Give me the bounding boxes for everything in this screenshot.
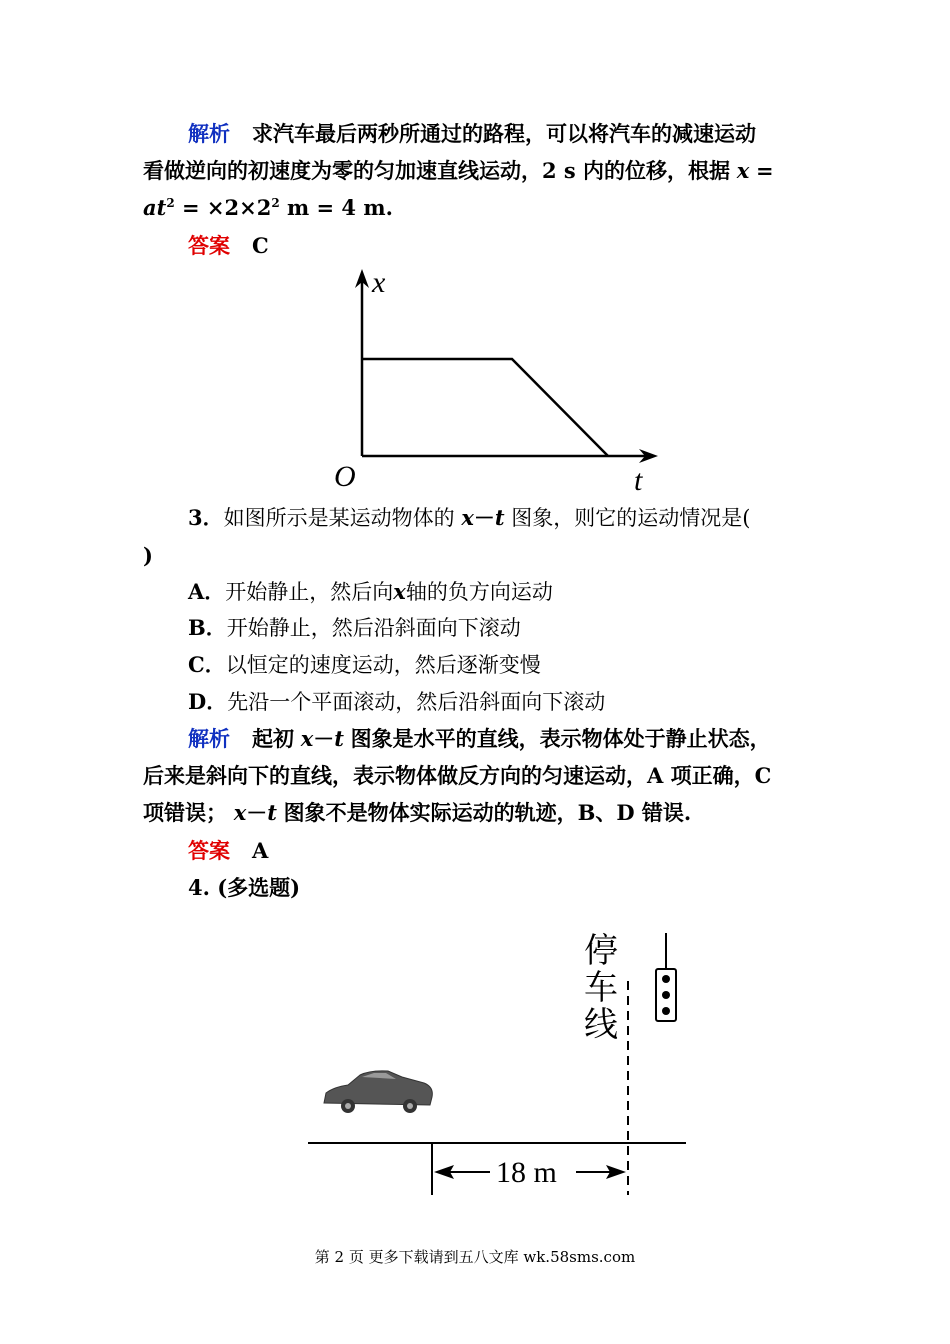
q3-stem-var-t: t: [494, 505, 505, 530]
q3-number: 3．: [188, 505, 224, 530]
q3-option-d-text: 先沿一个平面滚动，然后沿斜面向下滚动: [227, 690, 606, 714]
graph-y-label: x: [372, 266, 386, 299]
car-icon: [324, 1071, 432, 1113]
q3-answer-label: 答案: [188, 838, 230, 863]
q3-option-a-text-1: 开始静止，然后向: [225, 580, 394, 604]
q3-analysis-var-t: t: [334, 726, 344, 751]
q2-answer-line: [188, 232, 269, 260]
q3-option-b: [188, 614, 521, 642]
traffic-light-top: [662, 975, 670, 983]
graph-x-label: t: [634, 464, 643, 496]
graph-origin-label: O: [334, 460, 356, 493]
q3-stem-dash: －: [473, 505, 495, 530]
q2-analysis-text-2: 看做逆向的初速度为零的匀加速直线运动，2 s 内的位移，根据: [143, 158, 731, 183]
q3-option-c: [188, 651, 541, 679]
q3-analysis-3-post: 图象不是物体实际运动的轨迹，B、D 错误.: [283, 800, 692, 825]
traffic-light-middle: [662, 991, 670, 999]
q2-analysis-text-1: 求汽车最后两秒所通过的路程，可以将汽车的减速运动: [252, 121, 756, 146]
q3-stem-var-x: x: [461, 505, 474, 530]
q3-analysis-var-x: x: [300, 726, 314, 751]
q2-formula-end: m = 4 m.: [279, 195, 393, 220]
q4-header: 4. (多选题): [188, 875, 301, 900]
q3-analysis-3-var-t: t: [267, 800, 277, 825]
q2-answer-label: 答案: [188, 233, 230, 258]
stop-line-char-3: 线: [584, 1007, 618, 1044]
q2-analysis-line-3: [143, 194, 393, 222]
xt-graph: [330, 266, 670, 496]
q3-stem-b: 图象，则它的运动情况是(: [511, 506, 751, 530]
q3-analysis-post: 图象是水平的直线，表示物体处于静止状态，: [350, 726, 771, 751]
q2-var-x: x: [736, 158, 750, 183]
q2-formula-mid: = ×2×2: [174, 195, 272, 220]
graph-motion-line: [362, 359, 608, 456]
q3-answer-line: [188, 837, 268, 865]
q2-answer-value: C: [252, 233, 269, 258]
q3-stem-line-1: [188, 504, 750, 532]
q3-analysis-pre: 起初: [252, 726, 294, 751]
stop-line-char-2: 车: [584, 970, 618, 1007]
q2-exponent-2: 2: [271, 196, 280, 210]
q3-stem-close: ): [143, 543, 153, 568]
q3-option-a-var: x: [393, 579, 406, 604]
stop-line-char-1: 停: [584, 933, 618, 970]
q3-analysis-3-var-x: x: [233, 800, 247, 825]
q3-option-d-label: D．: [188, 689, 228, 714]
traffic-light-bottom: [662, 1007, 670, 1015]
traffic-figure: [300, 925, 700, 1205]
q3-analysis-dash: －: [313, 726, 335, 751]
page-footer: 第 2 页 更多下载请到五八文库 wk.58sms.com: [314, 1248, 636, 1266]
q2-formula-at: at: [143, 195, 167, 220]
q3-answer-value: A: [252, 838, 269, 863]
q3-option-b-text: 开始静止，然后沿斜面向下滚动: [226, 616, 521, 640]
q2-equals: =: [755, 158, 774, 183]
q3-option-a-label: A．: [188, 579, 226, 604]
q3-analysis-label: 解析: [188, 726, 230, 751]
q3-analysis-3-dash: －: [246, 800, 268, 825]
q3-analysis-line-3: [143, 799, 691, 827]
q3-stem-a: 如图所示是某运动物体的: [223, 506, 455, 530]
q3-option-b-label: B．: [188, 615, 227, 640]
q3-option-a-text-2: 轴的负方向运动: [405, 580, 553, 604]
q2-exponent-1: 2: [166, 196, 175, 210]
q2-analysis-line-2: [143, 157, 774, 185]
q3-option-a: [188, 578, 553, 606]
q3-analysis-3-pre: 项错误；: [143, 800, 227, 825]
q3-option-c-text: 以恒定的速度运动，然后逐渐变慢: [225, 653, 541, 677]
q2-analysis-label: 解析: [188, 121, 230, 146]
distance-label: 18 m: [496, 1156, 557, 1189]
q3-option-d: [188, 688, 605, 716]
q3-option-c-label: C．: [188, 652, 226, 677]
q3-analysis-line-1: [188, 725, 771, 753]
q3-analysis-line-2: 后来是斜向下的直线，表示物体做反方向的匀速运动，A 项正确，C: [143, 763, 772, 788]
q2-analysis-line-1: [188, 120, 756, 148]
